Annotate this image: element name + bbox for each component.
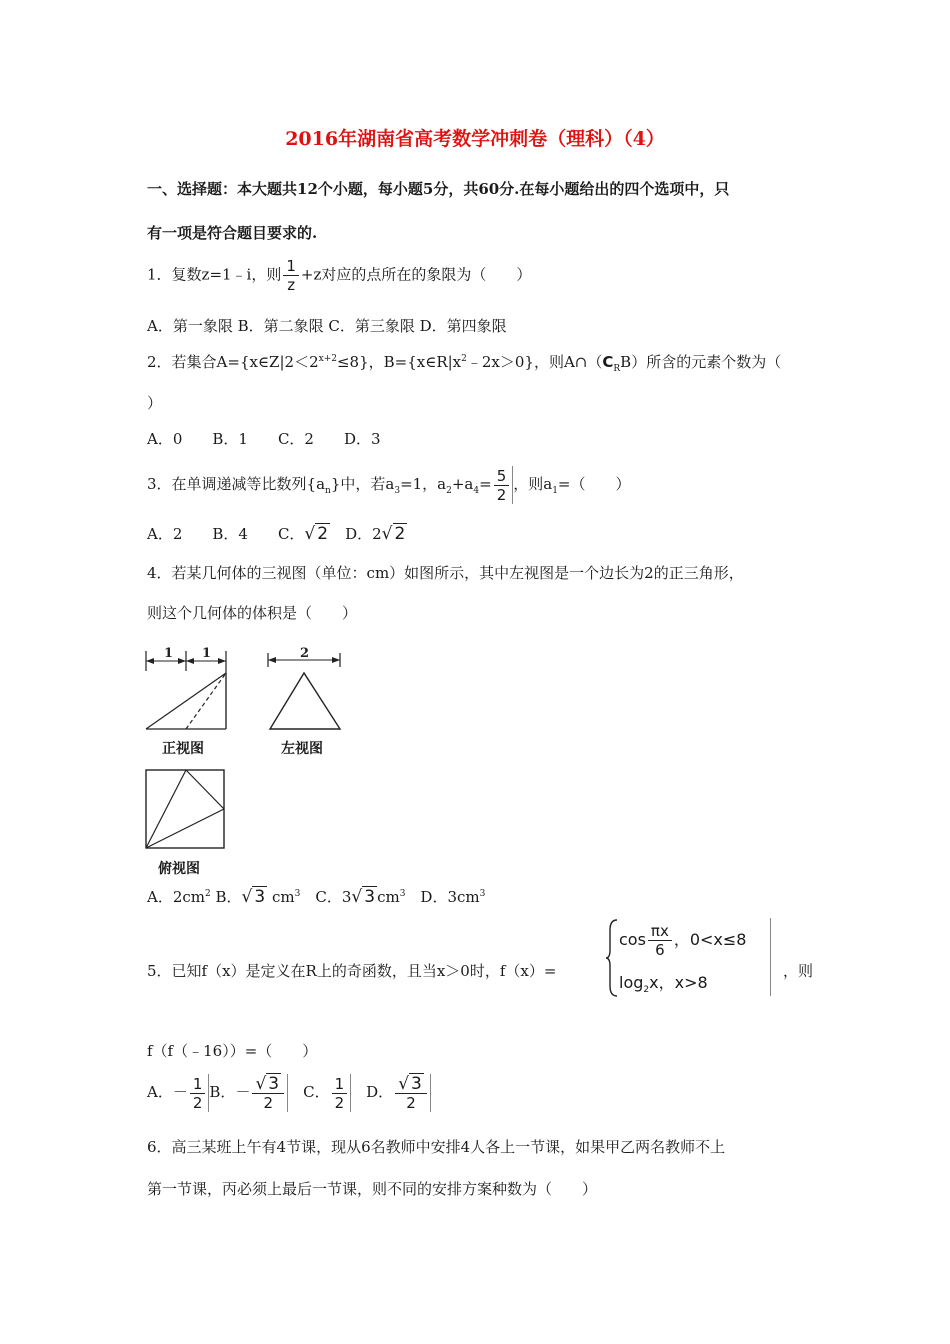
q2-line2: ） (147, 394, 163, 412)
left-view-label: 左视图 (281, 741, 323, 757)
sqrt-symbol: √ 2 (304, 524, 329, 544)
q5-options: A．－ $\frac{1}{2}$ B．－ $\frac{√ 3}{2}$ C． $\frac{1}{2}$ D． $\frac{√ 3}{2}$ (147, 1074, 431, 1112)
q5-post: ，则 (783, 962, 814, 980)
front-view-label: 正视图 (162, 741, 204, 757)
dim-label: 1 (164, 646, 174, 661)
q5-line2: f（f（﹣16））=（ ） (147, 1042, 318, 1060)
sqrt-symbol: √ 3 (398, 1073, 422, 1094)
sqrt-symbol: √ 3 (241, 887, 266, 907)
brace-icon (605, 918, 619, 998)
sqrt-symbol: √ 2 (381, 524, 406, 544)
section-heading-line2: 有一项是符合题目要求的. (147, 224, 318, 242)
q6-line1: 6．高三某班上午有4节课，现从6名教师中安排4人各上一节课，如果甲乙两名教师不上 (147, 1138, 726, 1156)
question-1 (147, 257, 531, 294)
sqrt-symbol: √ 3 (351, 887, 376, 907)
q4-line2: 则这个几何体的体积是（ ） (147, 604, 358, 622)
q1-text-pre: 1．复数z=1﹣i，则 (147, 265, 282, 284)
question-5: 5．已知f（x）是定义在R上的奇函数，且当x＞0时，f（x）= (147, 962, 557, 980)
q1-options: A．第一象限 B．第二象限 C．第三象限 D．第四象限 (147, 317, 507, 335)
q4-line1: 4．若某几何体的三视图（单位：cm）如图所示，其中左视图是一个边长为2的正三角形， (147, 564, 744, 582)
page-title: 2016年湖南省高考数学冲刺卷（理科）（4） (285, 128, 665, 150)
q1-text-post: +z对应的点所在的象限为（ ） (300, 265, 532, 284)
section-heading-line1: 一、选择题：本大题共12个小题，每小题5分，共60分.在每小题给出的四个选项中，只 (147, 180, 730, 198)
q3-fraction: $\frac{5}{2}$ (494, 467, 510, 504)
sqrt-symbol: √ 3 (255, 1073, 280, 1094)
q6-line2: 第一节课，丙必须上最后一节课，则不同的安排方案种数为（ ） (147, 1180, 598, 1198)
piecewise-case-1: cos $\frac{\pi x}{6}$ ，0<x≤8 (619, 922, 747, 959)
q2-options: A．0 B．1 C．2 D．3 (147, 430, 381, 448)
dim-label: 2 (300, 646, 310, 661)
q4-options: A．$2cm^2$ B．√ 3 $cm^3$ C．3√ 3 $cm^3$ D．$3cm^3$ (147, 887, 486, 907)
piecewise-function (605, 918, 775, 998)
question-3: 3．在单调递减等比数列$\{a_n\}$中，若$a_3=1$，$a_2+a_4=$ $\frac{5}{2}$ ，则$a_1=$（ ） (147, 466, 631, 504)
top-view-figure (142, 766, 228, 856)
complement-symbol: C (602, 353, 614, 371)
q3-options: A．2 B．4 C．√ 2 D．2√ 2 (147, 524, 406, 544)
question-2: 2．若集合$A=\{x\in Z|2<2^{x+2}\le 8\}$，$B=\{x\in R|x^2﹣2x>0\}$，则$A\cap(C_RB)$所含的元素个数为（ (147, 353, 782, 374)
front-view-figure (142, 645, 242, 745)
dim-label: 1 (202, 646, 212, 661)
q1-fraction: $\frac{1}{z}$ (283, 257, 299, 294)
left-view-figure (264, 645, 346, 735)
top-view-label: 俯视图 (158, 861, 200, 877)
piecewise-case-2: $\log_2x$，x>8 (619, 973, 708, 996)
